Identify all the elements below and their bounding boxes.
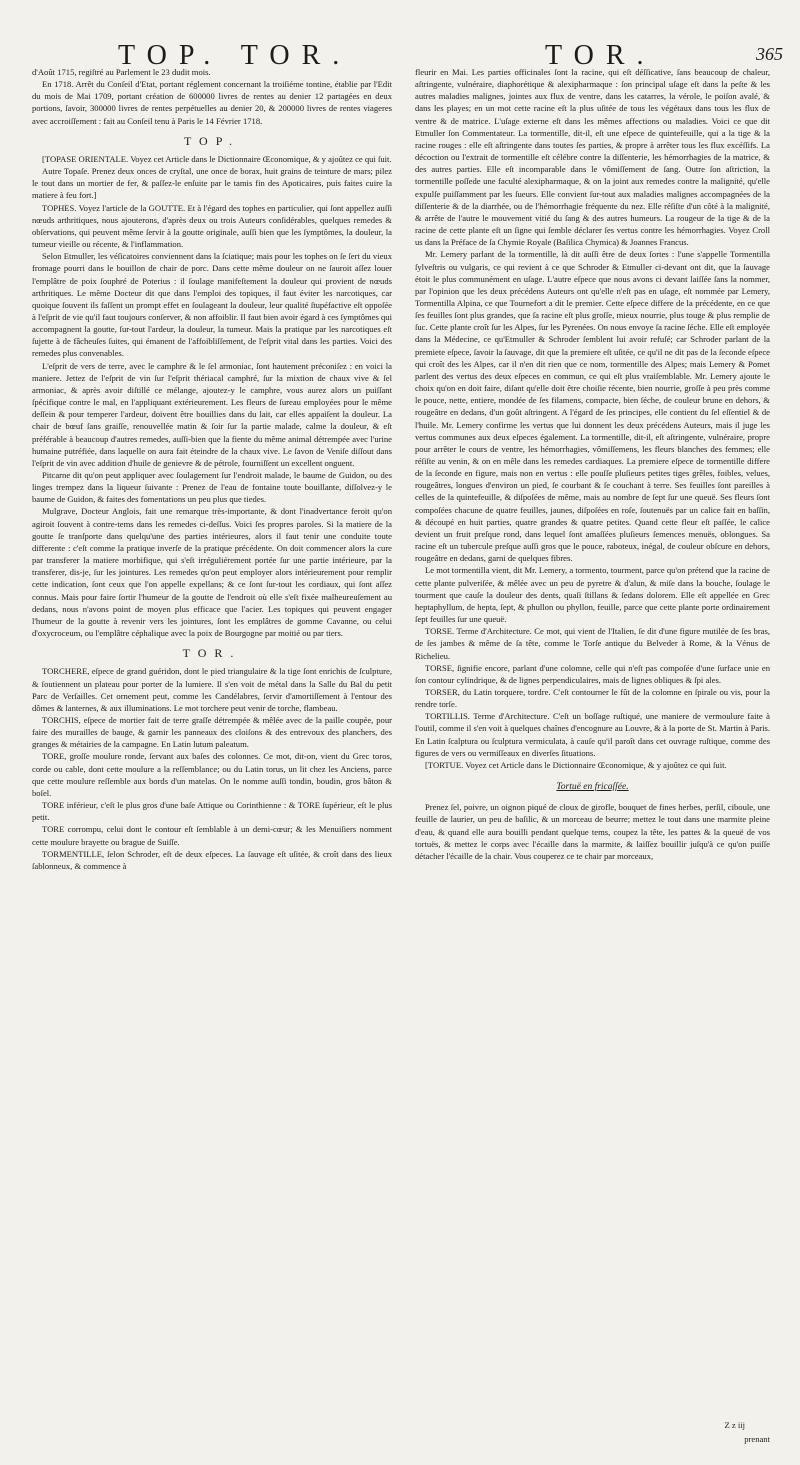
entry-torchis: TORCHIS, eſpece de mortier fait de terre graſſe détrempée & mêlée avec de la paille coupée, pour faire des murailles de bauge, & garnir les panneaux des cloiſons & des entrevoux des planchers, des granges & métairies de la campagne. En Latin lutum paleatum. <box>32 714 392 750</box>
entry-autre-topase: Autre Topaſe. Prenez deux onces de cryſtal, une once de borax, huit grains de teinture de mars; pilez le tout dans un mortier de fer, & paſſez-le enſuite par le tamis fin des Apoticaires, puis faites cuire la matiere à feu fort.] <box>32 166 392 201</box>
entry-torse: TORSE. Terme d'Architecture. Ce mot, qui vient de l'Italien, ſe dit d'une figure mutilée de ſes bras, de ſes jambes & même de ſa tête, comme le Torſe antique du Belveder à Rome, & la Vénus de Richelieu. <box>415 626 770 661</box>
paragraph-arret-1718: En 1718. Arrêt du Conſeil d'Etat, portant réglement concernant la troiſiéme tontine, établie par l'Edit du mois de Mai 1709, portant création de 600000 livres de rentes au denier 12 partagées en deux portions, ſavoir, 300000 livres de rentes perpétuelles au denier 20, & 200000 livres de rentes viageres avec accroiſſement : fait au Conſeil tenu à Paris le 14 Février 1718. <box>32 79 392 126</box>
section-heading-top: TOP. <box>183 133 241 148</box>
entry-tormentille: TORMENTILLE, ſelon Schroder, eſt de deux eſpeces. La ſauvage eſt uſitée, & croît dans des lieux ſablonneux, & commence à <box>32 848 392 871</box>
entry-tortillis: TORTILLIS. Terme d'Architecture. C'eſt un boſſage ruſtiqué, une maniere de vermoulure faite à l'outil, comme il s'en voit à quelques chaînes d'encognure au Louvre, & à la porte de St. Martin à Paris. En Latin ſcalptura ou ſculptura vermiculata, à cauſe qu'il paroît dans cet ouvrage ruſtique, comme des figures de vers ou vermiſſeaux en diverſes ſituations. <box>415 711 770 758</box>
entry-torse-colomne: TORSE, ſignifie encore, parlant d'une colomne, celle qui n'eſt pas compoſée d'une ſurface unie en ſon contour cylindrique, & de lignes perpendiculaires, mais de lignes obliques & ſpi ales. <box>415 662 770 685</box>
paragraph-esprit-vers: L'eſprit de vers de terre, avec le camphre & le ſel armoniac, ſont hautement préconiſez : en voici la maniere. Jettez de l'eſprit de vin ſur l'eſprit thériacal camphré, ſur la mixtion de chaux vive & ſel armoniac, & après avoir diſtillé ce mélange, ajoutez-y le camphre, vous aurez alors un puiſſant ſpécifique contre le mal, en l'appliquant extérieurement. Les fleurs de ſureau employées pour le même deſſein & pour temperer l'ardeur, doivent être bouillies dans du lait, car elles appaiſent la douleur. La chair de bœuf ſans graiſſe, renouvellée matin & ſoir ſur la partie malade, calme la douleur, & eſt préférable à beaucoup d'autres remedes, auſſi-bien que la fiente du même animal détrempée avec l'urine humaine putréfiée, dans laquelle on aura fait éteindre de la chaux vive. Le ſavon de Veniſe diſſout dans l'eſprit de vin avec addition d'huile de genievre & de pétrole, fourniſſent un excellent onguent. <box>32 360 392 468</box>
section-heading-tor: TOR. <box>182 646 242 661</box>
running-head-left: TOP. TOR. <box>118 40 352 71</box>
entry-torser: TORSER, du Latin torquere, tordre. C'eſt contourner le fût de la colomne en ſpirale ou vis, pour la rendre torſe. <box>415 686 770 710</box>
paragraph-etmuller: Selon Etmuller, les véſicatoires conviennent dans la ſciatique; mais pour les tophes on ſe ſert du vieux fromage pourri dans le bouillon de chair de porc. Dans cette même douleur on ne ſauroit aſſez louer l'emplâtre de poix ſouphré de Poterius : il ſoulage manifeſtement la douleur qui provient de nœuds arthritiques. Le même Docteur dit que dans l'emploi des topiques, il faut éviter les narcotiques, car quoique ſouvent ils faſſent un prompt effet en ſoulageant la douleur, leur qualité ſtupéfactive eſt oppoſée à l'eſprit de vie qu'il faut toujours conſerver, & non affoiblir. Il faut bien avoir égard à ces ſymptômes qui accompagnent la goutte, ſur-tout l'ardeur, la douleur, la tumeur. Mais la pratique par les narcotiques eſt ſujette à de fâcheuſes ſuites, qui émanent de l'affoibliſſement, de l'eſprit vital dans les parties. Voici des remedes plus convenables. <box>32 251 392 359</box>
paragraph-mulgrave: Mulgrave, Docteur Anglois, fait une remarque très-importante, & dont l'inadvertance feroit qu'on agiroit ſouvent à contre-tems dans les remedes ci-deſſus. Voici ſes propres paroles. Si la matiere de la goutte ſe tranſporte dans quelqu'une des parties intérieures, alors il faut tenir une conduite toute differente : c'eſt comme la pratique inverſe de la pratique précédente. On doit commencer alors la cure par transferer la matiere morbifique, qui s'eſt irréguliérement portée ſur une partie intérieure, par la transferer, dis-je, ſur les jointures. Les remedes qu'on peut employer alors intérieurement pour remplir cette indication, ſont ceux que l'on appelle expellans; & ce ſont ſur-tout les cordiaux, qui ſont aſſez connus. Mais pour faire ſortir l'humeur de la goutte de l'endroit où elle s'eſt fixée malheureuſement au dedans, nous n'avons point de moyen plus efficace que l'acier. Les topiques qui peuvent engager l'humeur de la goutte à revenir vers les jointures, ſont les emplâtres de gomme Cavanne, ou celui d'oxycroceum, ou l'emplâtre céphalique avec la poix de Bourgogne par moitié ou par tiers. <box>32 506 392 639</box>
page-footer <box>415 1420 770 1450</box>
running-head-right: TOR. <box>545 40 656 71</box>
entry-tortue: [TORTUE. Voyez cet Article dans le Dictionnaire Œconomique, & y ajoûtez ce qui ſuit. <box>425 759 727 770</box>
entry-tore: TORE, groſſe moulure ronde, ſervant aux baſes des colonnes. Ce mot, dit-on, vient du Grec toros, corde ou cable, dont cette moulure a la reſſemblance; ou du Latin torus, un lit chez les Anciens, parce que cette moulure reſſemble aux bords d'un matelas. On le nomme auſſi tondin, boudin, gros bâton & boſel. <box>32 751 392 798</box>
paragraph-tormentille-cont: fleurir en Mai. Les parties officinales ſont la racine, qui eſt déſſicative, ſans beaucoup de chaleur, aſtringente, vulnéraire, diaphorétique & alexipharmaque : ſon principal uſage eſt dans la peſte & les autres maladies malignes, jointes aux flux de ventre, dans les catarres, la vérole, le poiſon avalé, & dans les playes; en un mot cette racine eſt la plus uſitée de tous les végétaux dans tous les flux de ventre & de matrice. L'uſage externe eſt dans les mêmes affections ou maladies. Voici ce que dit Etmuller ſon Commentateur. La tormentille, dit-il, eſt une eſpece de quintefeuille, qui a la tige & la racine rouges : elle eſt aſtringente dans toutes ſes parties, & propre à arrêter tous les flux excéſſifs. La décoction ou l'extrait de tormentille eſt célébre contre la diſſenterie, les hémorrhagies de la matrice, & des autres parties. Elle eſt incomparable dans le vômiſſement de ſang. Outre ſon aſtriction, la tormentille poſſede une faculté alexipharmaque, & on la joint aux remedes contre la malignité, qu'elle expulſe puiſſamment par les ſueurs. Elle convient ſur-tout aux maladies malignes accompagnées de la diſſenterie & de la diarrhée, ou de l'hémorrhagie fréquente du nez. Elle réſiſte d'un côté à la malignité, & arrête de l'autre le mouvement vitié du ſang & des autres humeurs. La rougeur de la tige & de la racine de cette plante eſt un ſigne qui ſemble déclarer ſes vertus contre les hémorrhagies. Voyez Croll us dans la Préface de ſa Chymie Royale (Baſilica Chymica) & Joannes Francus. <box>415 67 770 248</box>
entry-tophes: TOPHES. Voyez l'article de la GOUTTE. Et à l'égard des tophes en particulier, qui ſont appellez auſſi nœuds arthritiques, nous ajouterons, d'après deux ou trois Auteurs conſidérables, quelques remedes & obſervations, qui peuvent même ſervir à la goutte originale, auſſi bien que les ſymptômes, la douleur, la tumeur vieille ou récente, & l'inflammation. <box>32 202 392 250</box>
paragraph-recipe: Prenez ſel, poivre, un oignon piqué de cloux de girofle, bouquet de fines herbes, perſil, ciboule, une feuille de laurier, un peu de baſilic, & un morceau de beurre; mettez le tout dans une marmite pleine d'eau, & quand elle aura bouilli pendant quelque tems, coupez la tête, les pattes & la queuë de vos tortuës, & mettez le corps avec l'écaille dans la marmite, & laiſſez bouillir juſqu'à ce qu'on puiſſe détacher l'écaille de la chair. Vous couperez ce te chair par morceaux, <box>415 802 770 861</box>
paragraph-lemery: Mr. Lemery parlant de la tormentille, là dit auſſi être de deux ſortes : l'une s'appelle Tormentilla ſylveſtris ou vulgaris, ce qui revient à ce que Schroder & Etmuller ci-devant ont dit, que la ſauvage étoit le plus communément en uſage. L'autre eſpece que nous avons ci devant laiſſée ſans la nommer, par l'opinion que les deux précédens Auteurs ont qu'elle n'eſt pas en uſage, eſt nommée par Lemery, Tormentilla Alpina, ce que Tournefort a dit le premier. Cette eſpece differe de la précédente, en ce que ſes feuilles ſont plus grandes, que ſa racine eſt plus groſſe, mieux nourrie, plus touge & plus remplie de ſuc. Cette plante croît ſur les Alpes, ſur les Pyrenées. On nous envoye ſa racine ſéche. Elle eſt employée dans la Médecine, ce qu'Etmuller & Schroder ſemblent lui avoir refuſé; car Schroder parlant de la premiete eſpece, ſavoir la ſauvage, dit que la premiere eſt uſitée, ce qu'il ne dit pas de la ſeconde eſpece qui croît des les Alpes, car il n'en dit rien que ce nom, tormentille des Alpes; mais Lemery & Pomet parlent des vertus des deux eſpeces en commun, ce qui eſt plus vraiſemblable. Mr. Lemery ajoute le choix qu'on en doit faire, diſant qu'elle doit être choiſie récente, bien nourrie, groſſe à peu près comme le pouce, nette, entiere, mondée de ſes filamens, compacte, bien ſéche, de couleur brune en dehors, & rougeâtre en dedans, d'un goût aſtringent. A l'égard de ſes principes, elle contient du ſel eſſentiel & de l'huile. Mr. Lemery confirme les vertus que lui donnent les deux précédens Auteurs, mais il juge les vertus communes aux deux eſpeces également. La tormentille, dit-il, eſt aſtringente, vulnéraire, propre pour arrêter le cours de ventre, les hémorrhagies, vômiſſemens, les fleurs blanches des femmes; elle réſiſte au venin, & on en mêle dans les remedes cardiaques. La premiere eſpece de tormentille differe de la ſeconde en figure, mais non en vertus : elle pouſſe pluſieurs petites tiges grêles, foibles, velues, rougeâtres, longues d'environ un pied, ſe courbant & ſe couchant à terre. Ses feuilles ſont pareilles à celles de la quintefeuille, & diſpoſées de même, mais au nombre de ſept ſur une queuë. Ses fleurs ſont compoſées chacune de quatre feuilles, jaunes, diſpoſées en roſe, ſoutenuës par un calice fait en baſſin, & découpé en huit parties, quatre grandes & quatre petites. Quand cette fleur eſt paſſée, le calice devient un fruit preſque rond, dans lequel ſont amaſſées pluſieurs ſemences menuës, oblongues. Sa racine eſt un tubercule preſque auſſi gros que le pouce, raboteux, inégal, de couleur obſcure en dehors, rougeâtre en dedans, garni de quelques fibres. <box>415 249 770 564</box>
paragraph-edict-date: d'Août 1715, regiſtré au Parlement le 23 dudit mois. <box>32 67 211 77</box>
entry-torchere: TORCHERE, eſpece de grand guéridon, dont le pied triangulaire & la tige ſont enrichis de ſculpture, & ſoutiennent un plateau pour porter de la lumiere. Il s'en voit de métal dans la Salle du Bal du petit Parc de Verſailles. Cet ornement peut, comme les Candélabres, ſervir d'amortiſſement à l'entour des dômes & lanternes, & aux illuminations. Le mot torchere peut venir de torche, flambeau. <box>32 666 392 713</box>
catchword: prenant <box>744 1434 770 1444</box>
paragraph-pitcarne: Pitcarne dit qu'on peut appliquer avec ſoulagement ſur l'endroit malade, le baume de Guidon, ou des linges trempez dans la liqueur ſuivante : Prenez de l'eau de fontaine toute bouillante, diſſolvez-y le baume de Guidon, & faites des fomentations un peu plus que tiedes. <box>32 470 392 505</box>
signature-mark: Z z iij <box>724 1420 745 1430</box>
entry-tore-inferieur: TORE inférieur, c'eſt le plus gros d'une baſe Attique ou Corinthienne : & TORE ſupérieur, eſt le plus petit. <box>32 800 392 823</box>
left-column <box>32 66 392 1426</box>
entry-tore-corrompu: TORE corrompu, celui dont le contour eſt ſemblable à un demi-cœur; & les Menuiſiers nomment cette moulure brayette ou brague de Suiſſe. <box>32 824 392 847</box>
paragraph-mot-tormentilla: Le mot tormentilla vient, dit Mr. Lemery, a tormento, tourment, parce qu'on prétend que la racine de cette plante pulveriſée, & mêlée avec un peu de pyretre & d'alun, & miſe dans la bouche, ſoulage le tourment que cauſe la douleur des dents, quaſi ſtillans & ſedans dolorem. Elle eſt appellée en Grec heptaphyllum, de hepta, ſept, & phullon ou phyllon, feuille, parce que cette plante porte ordinairement ſept feuilles ſur une queuë. <box>415 565 770 625</box>
entry-topase-orientale: [TOPASE ORIENTALE. Voyez cet Article dans le Dictionnaire Œconomique, & y ajoûtez ce qui ſuit. <box>42 153 392 164</box>
recipe-title: Tortuë en fricaſſée. <box>556 782 629 793</box>
page-number: 365 <box>756 44 783 64</box>
right-column <box>415 66 770 1426</box>
